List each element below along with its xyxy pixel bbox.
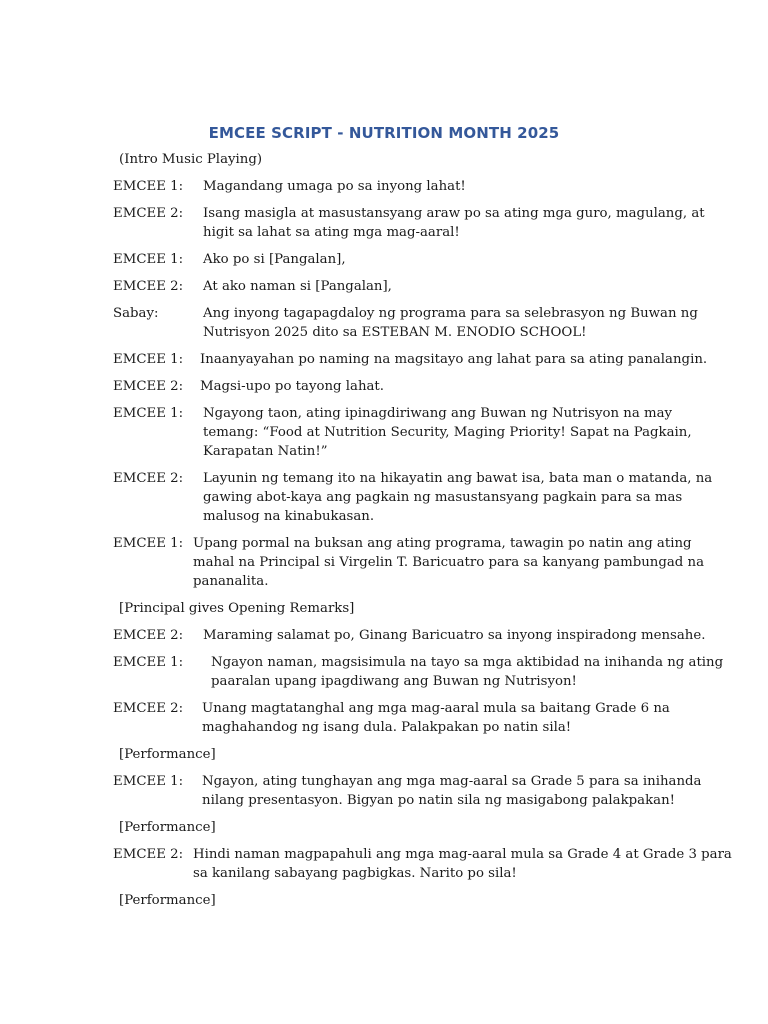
dialogue-line: Isang masigla at masustansyang araw po sa ating mga guro, magulang, at xyxy=(203,206,705,221)
speaker-label: EMCEE 1: xyxy=(113,536,184,551)
stage-direction: [Principal gives Opening Remarks] xyxy=(119,601,355,616)
dialogue-line: maghahandog ng isang dula. Palakpakan po natin sila! xyxy=(202,720,572,736)
dialogue-line: pananalita. xyxy=(193,574,269,590)
dialogue-line: higit sa lahat sa ating mga mag-aaral! xyxy=(203,225,460,241)
speaker-label: Sabay: xyxy=(113,306,159,321)
dialogue-line: Ngayong taon, ating ipinagdiriwang ang Buwan ng Nutrisyon na may xyxy=(203,406,673,421)
dialogue-line: Ang inyong tagapagdaloy ng programa para sa selebrasyon ng Buwan ng xyxy=(203,306,698,321)
speaker-label: EMCEE 1: xyxy=(113,406,184,421)
dialogue-line: Ngayon naman, magsisimula na tayo sa mga aktibidad na inihanda ng ating xyxy=(211,655,724,670)
dialogue-line: Upang pormal na buksan ang ating programa, tawagin po natin ang ating xyxy=(193,536,692,551)
dialogue-line: gawing abot-kaya ang pagkain ng masustansyang pagkain para sa mas xyxy=(203,490,683,506)
stage-direction: (Intro Music Playing) xyxy=(119,152,263,167)
speaker-label: EMCEE 2: xyxy=(113,206,184,221)
speaker-label: EMCEE 1: xyxy=(113,179,184,194)
dialogue-line: sa kanilang sabayang pagbigkas. Narito po sila! xyxy=(193,866,517,882)
dialogue-line: Unang magtatanghal ang mga mag-aaral mula sa baitang Grade 6 na xyxy=(202,701,670,716)
stage-direction: [Performance] xyxy=(119,747,216,762)
speaker-label: EMCEE 2: xyxy=(113,847,184,862)
speaker-label: EMCEE 1: xyxy=(113,252,184,267)
speaker-label: EMCEE 2: xyxy=(113,471,184,486)
dialogue-line: Layunin ng temang ito na hikayatin ang bawat isa, bata man o matanda, na xyxy=(203,471,713,486)
dialogue-line: nilang presentasyon. Bigyan po natin sila ng masigabong palakpakan! xyxy=(202,793,675,809)
dialogue-line: Magsi-upo po tayong lahat. xyxy=(200,379,385,394)
dialogue-line: temang: “Food at Nutrition Security, Maging Priority! Sapat na Pagkain, xyxy=(203,425,692,441)
dialogue-line: Ngayon, ating tunghayan ang mga mag-aaral sa Grade 5 para sa inihanda xyxy=(202,774,702,789)
dialogue-line: Magandang umaga po sa inyong lahat! xyxy=(203,179,466,194)
stage-direction: [Performance] xyxy=(119,893,216,908)
speaker-label: EMCEE 2: xyxy=(113,628,184,643)
dialogue-line: Karapatan Natin!” xyxy=(203,444,328,460)
dialogue-line: Ako po si [Pangalan], xyxy=(203,252,346,267)
speaker-label: EMCEE 1: xyxy=(113,655,184,670)
dialogue-line: Inaanyayahan po naming na magsitayo ang lahat para sa ating panalangin. xyxy=(200,352,708,367)
dialogue-line: At ako naman si [Pangalan], xyxy=(203,279,392,294)
dialogue-line: mahal na Principal si Virgelin T. Baricuatro para sa kanyang pambungad na xyxy=(193,555,705,571)
speaker-label: EMCEE 1: xyxy=(113,774,184,789)
dialogue-line: Hindi naman magpapahuli ang mga mag-aaral mula sa Grade 4 at Grade 3 para xyxy=(193,847,732,862)
stage-direction: [Performance] xyxy=(119,820,216,835)
speaker-label: EMCEE 2: xyxy=(113,379,184,394)
speaker-label: EMCEE 2: xyxy=(113,701,184,716)
dialogue-line: Maraming salamat po, Ginang Baricuatro sa inyong inspiradong mensahe. xyxy=(203,628,706,643)
dialogue-line: malusog na kinabukasan. xyxy=(203,509,375,525)
speaker-label: EMCEE 2: xyxy=(113,279,184,294)
page-title: EMCEE SCRIPT - NUTRITION MONTH 2025 xyxy=(208,124,560,142)
dialogue-line: paaralan upang ipagdiwang ang Buwan ng Nutrisyon! xyxy=(211,674,577,690)
dialogue-line: Nutrisyon 2025 dito sa ESTEBAN M. ENODIO SCHOOL! xyxy=(203,325,587,341)
speaker-label: EMCEE 1: xyxy=(113,352,184,367)
